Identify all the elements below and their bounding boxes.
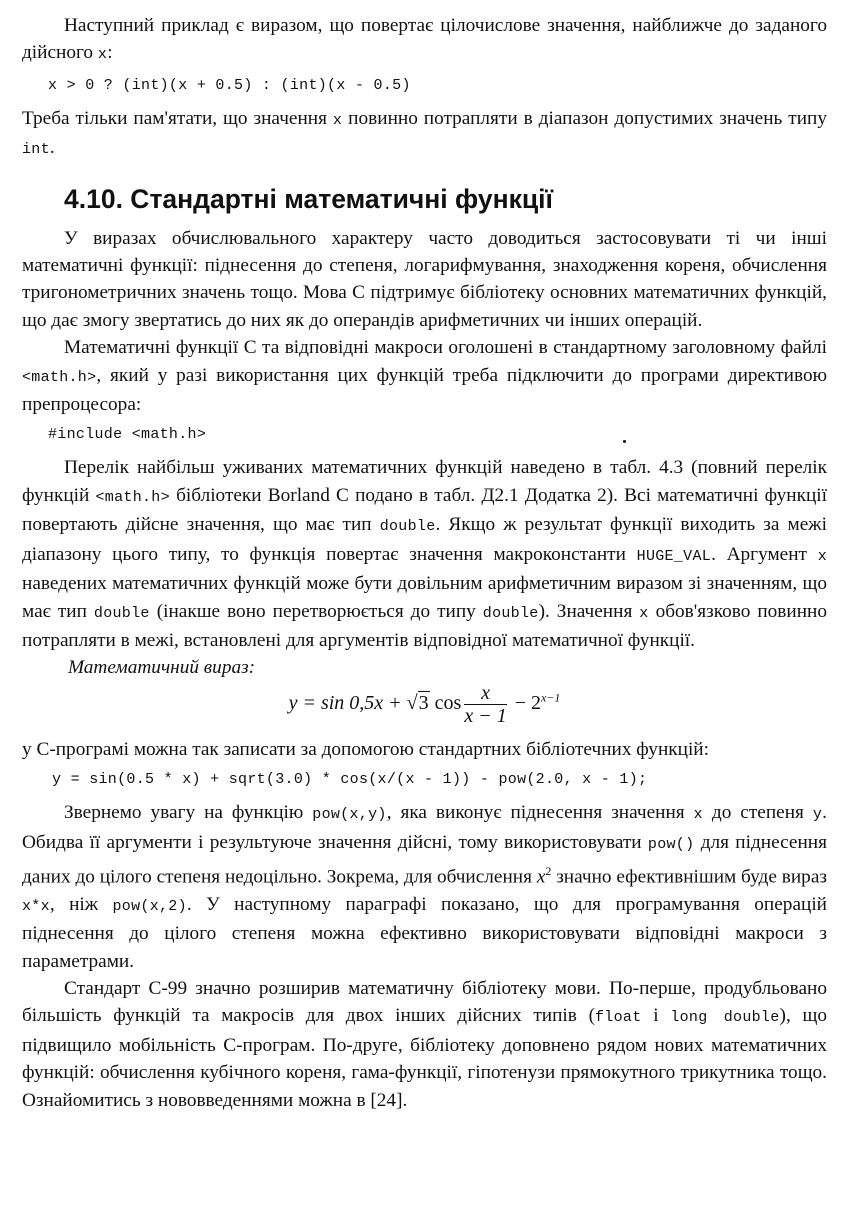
text: . Аргумент xyxy=(711,543,818,565)
formula-exponent: x−1 xyxy=(540,690,561,705)
paragraph-functions-intro: У виразах обчислювального характеру часто доводиться застосовувати ті чи інші математичні функції: піднесення до степеня, логарифмування, знаходження кореня, обчислення тригонометричних значень тощо. Мова С підтримує бібліотеку основних математичних функцій, що дає змогу звертатись до них як до операндів арифметичних чи інших операцій. xyxy=(22,227,827,331)
text: . xyxy=(49,137,55,159)
inline-code: pow() xyxy=(647,835,695,853)
inline-code: <math.h> xyxy=(95,488,170,506)
text: . Якщо ж результат функції виходить за межі діапазону цього типу, то функція повертає значення макроконстанти xyxy=(22,514,827,565)
text: Наступний приклад є виразом, що повертає цілочислове значення, найближче до заданого дійсного xyxy=(22,15,827,64)
text: , ніж xyxy=(49,893,113,915)
fraction-numerator: x xyxy=(464,682,506,705)
paragraph-math-header xyxy=(22,334,827,418)
text: для піднесення даних до цілого степеня недоцільно. Зокрема, для обчислення xyxy=(22,831,827,888)
text: наведених математичних функцій може бути довільним арифметичним виразом зі значенням, що має тип xyxy=(22,573,827,622)
note-paragraph xyxy=(22,105,827,164)
inline-code: x xyxy=(332,111,343,129)
text: до степеня xyxy=(702,802,813,824)
sqrt-symbol: √ xyxy=(406,691,418,714)
formula-cos: cos xyxy=(429,691,462,714)
code-include: #include <math.h> xyxy=(48,426,207,444)
inline-code: x xyxy=(817,547,827,565)
inline-code: double xyxy=(93,604,150,622)
paragraph-c99 xyxy=(22,975,827,1114)
text: ). Значення xyxy=(538,600,640,622)
fraction-denominator: x − 1 xyxy=(464,704,507,727)
text: Математичні функції С та відповідні макроси оголошені в стандартному заголовному файлі xyxy=(64,337,827,359)
inline-code: HUGE_VAL xyxy=(636,547,712,565)
text: Звернемо увагу на функцію xyxy=(64,802,313,824)
text: і xyxy=(641,1005,671,1027)
formula-tail: − 2 xyxy=(509,691,541,714)
fraction xyxy=(464,682,506,727)
text: значно ефективнішим буде вираз xyxy=(551,866,827,888)
stray-mark xyxy=(623,440,626,443)
paragraph-function-list xyxy=(22,454,827,654)
inline-code: double xyxy=(379,518,436,536)
paragraph-pow xyxy=(22,799,827,975)
text: бібліотеки Borland C подано в табл. Д2.1 Додатка 2). Всі математичні функції повертають дійсне значення, що має тип xyxy=(22,484,827,536)
inline-code: int xyxy=(22,141,50,159)
math-superscript: 2 xyxy=(545,863,552,878)
math-x: x xyxy=(536,866,546,888)
text: ), що підвищило мобільність С-програм. По-друге, бібліотеку доповнено рядом нових математичних функцій: обчислення кубічного кореня, гама-функції, гіпотенузи прямокутного трикутника тощо. Ознайомитись з нововведеннями можна в [24]. xyxy=(22,1005,827,1111)
inline-code: x xyxy=(639,604,649,622)
inline-code: <math.h> xyxy=(22,368,97,386)
text: . Обидва її аргументи і результуюче значення дійсні, тому використовувати xyxy=(22,802,827,853)
text: обов'язково повинно потрапляти в межі, встановлені для аргументів відповідної математичної функції. xyxy=(22,600,827,651)
text: , яка виконує піднесення значення xyxy=(386,802,694,824)
inline-code: y xyxy=(812,806,823,824)
math-formula xyxy=(22,682,827,736)
math-expression-label: Математичний вираз: xyxy=(68,657,256,679)
section-heading: 4.10. Стандартні математичні функції xyxy=(64,183,553,214)
text: Стандарт С-99 значно розширив математичну бібліотеку мови. По-перше, продубльовано більшість функцій та макросів для двох інших дійсних типів ( xyxy=(22,977,827,1027)
inline-code: pow(x,2) xyxy=(112,897,187,915)
inline-code: x xyxy=(693,806,703,824)
code-ternary: x > 0 ? (int)(x + 0.5) : (int)(x - 0.5) xyxy=(48,76,411,94)
inline-code: double xyxy=(482,604,539,622)
inline-code: x xyxy=(97,46,108,64)
text: . У наступному параграфі показано, що для програмування операцій піднесення до цілого степеня можна ефективно використовувати відповідні макроси з параметрами. xyxy=(22,893,827,972)
formula-lhs: y = sin 0,5x + xyxy=(288,691,407,714)
text: : xyxy=(107,42,113,64)
text: (інакше воно перетворюється до типу xyxy=(149,600,483,622)
text: , який у разі використання цих функцій треба підключити до програми директивою препроцесора: xyxy=(22,364,827,416)
inline-code: float xyxy=(595,1009,642,1027)
inline-code: long double xyxy=(670,1009,780,1027)
intro-paragraph xyxy=(22,12,827,69)
paragraph-c-program: у С-програмі можна так записати за допомогою стандартних бібліотечних функцій: xyxy=(22,738,709,760)
text: повинно потрапляти в діапазон допустимих значень типу xyxy=(342,107,827,129)
code-formula: y = sin(0.5 * x) + sqrt(3.0) * cos(x/(x - 1)) - pow(2.0, x - 1); xyxy=(52,771,648,789)
inline-code: pow(x,y) xyxy=(312,806,387,824)
text: Треба тільки пам'ятати, що значення xyxy=(22,107,333,129)
text: Перелік найбільш уживаних математичних функцій наведено в табл. 4.3 (повний перелік функцій xyxy=(22,457,827,506)
document-page xyxy=(22,12,827,1114)
inline-code: x*x xyxy=(22,897,50,915)
sqrt-radicand: 3 xyxy=(418,691,429,714)
